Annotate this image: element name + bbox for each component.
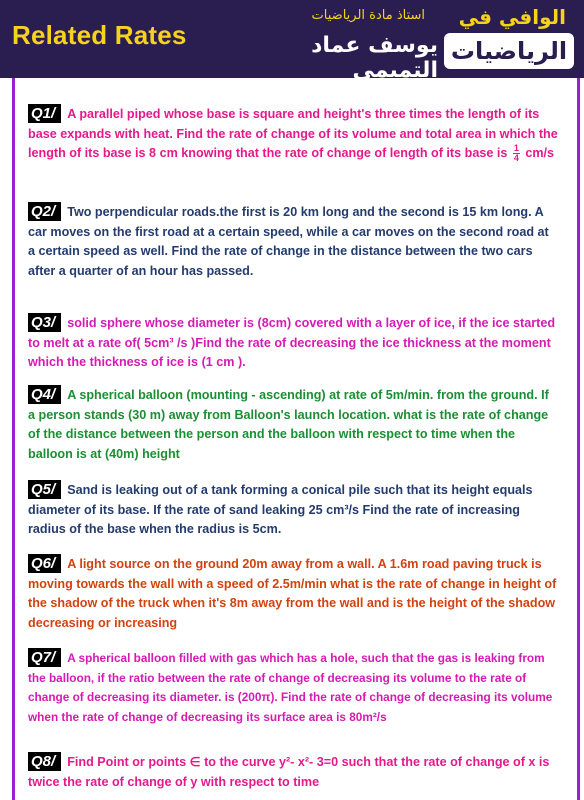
question-text: A light source on the ground 20m away from a wall. A 1.6m road paving truck is moving towards the wall with a speed of 2.5m/min what is the rate of change in height of the shadow of the truck when it's 8m away from the wall and is the height of the shadow decreasing or increasing xyxy=(28,557,557,630)
logo-bottom-text: الرياضيات xyxy=(444,33,574,69)
logo-top-text: الوافي في xyxy=(458,5,566,29)
header-banner xyxy=(0,0,584,83)
question-2 xyxy=(28,202,558,281)
question-6 xyxy=(28,554,558,633)
brand-logo xyxy=(442,5,576,71)
question-text: A spherical balloon (mounting - ascending) at rate of 5m/min. from the ground. If a person stands (30 m) away from Balloon's launch location. what is the rate of change of the distance between the person and the balloon with respect to time when the balloon is at (40m) height xyxy=(28,388,549,461)
question-text: Two perpendicular roads.the first is 20 km long and the second is 15 km long. A car moves on the first road at a certain speed, while a car moves on the second road at a certain speed as well. Find the rate of change in the distance between the two cars after a quarter of an hour has passed. xyxy=(28,205,549,278)
question-label: Q1/ xyxy=(28,104,61,123)
teacher-subtitle: استاذ مادة الرياضيات xyxy=(311,8,425,23)
question-4 xyxy=(28,385,558,464)
question-label: Q5/ xyxy=(28,480,61,499)
question-text: A spherical balloon filled with gas which has a hole, such that the gas is leaking from the balloon, if the ratio between the rate of change of decreasing its volume to the rate of change of decreasing its diameter. is (200π). Find the rate of change of decreasing its volume when the rate of change of decreasing its surface area is 80m²/s xyxy=(28,651,553,724)
question-7 xyxy=(28,648,558,727)
question-label: Q8/ xyxy=(28,752,61,771)
question-label: Q3/ xyxy=(28,313,61,332)
question-text: A parallel piped whose base is square and height's three times the length of its base expands with heat. Find the rate of change of its volume and total area in which the length of its base is 8 cm knowing that the rate of change of length of its base is xyxy=(28,107,558,160)
question-8 xyxy=(28,752,558,792)
question-3 xyxy=(28,313,558,373)
question-tail: cm/s xyxy=(525,146,555,160)
question-1 xyxy=(28,104,558,164)
question-text: Sand is leaking out of a tank forming a conical pile such that its height equals diameter of its base. If the rate of sand leaking 25 cm³/s Find the rate of increasing radius of the base when the radius is 5cm. xyxy=(28,483,533,536)
question-5 xyxy=(28,480,558,540)
question-label: Q6/ xyxy=(28,554,61,573)
fraction-numerator: 1 xyxy=(513,143,519,154)
question-label: Q2/ xyxy=(28,202,61,221)
question-label: Q7/ xyxy=(28,648,61,667)
question-text: Find Point or points ∈ to the curve y²- x²- 3=0 such that the rate of change of x is twice the rate of change of y with respect to time xyxy=(28,755,550,789)
question-text: solid sphere whose diameter is (8cm) covered with a layer of ice, if the ice started to melt at a rate of( 5cm³ /s )Find the rate of decreasing the ice thickness at the moment which the thickness of ice is (1 cm ). xyxy=(28,316,556,369)
fraction xyxy=(513,144,520,163)
fraction-denominator: 4 xyxy=(513,153,519,164)
author-name: يوسف عماد التميمي xyxy=(311,33,438,83)
question-label: Q4/ xyxy=(28,385,61,404)
page-title: Related Rates xyxy=(12,20,187,50)
